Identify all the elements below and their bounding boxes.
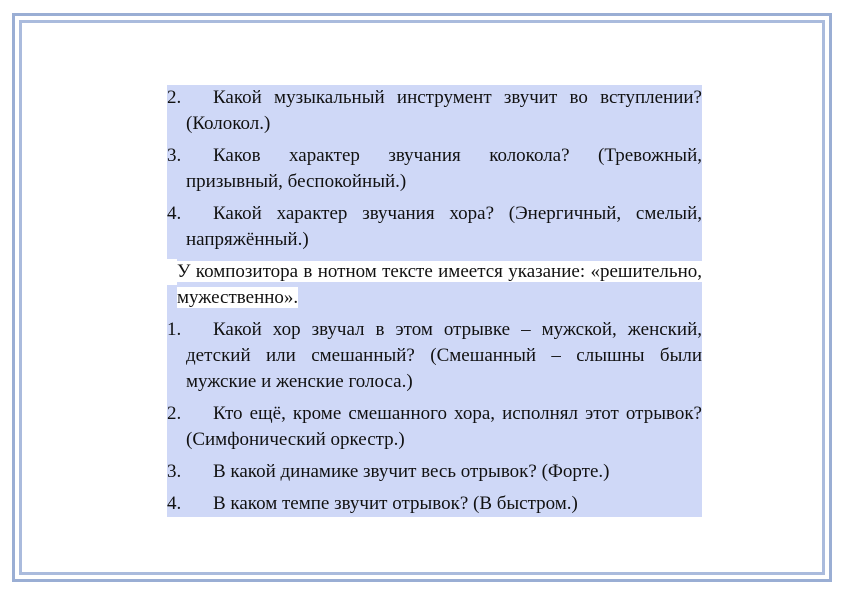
list-item <box>167 459 702 485</box>
list-item <box>167 85 702 137</box>
list-item-number: 2. <box>167 403 182 424</box>
question-list-a <box>167 85 702 253</box>
list-item-text: В какой динамике звучит весь отрывок? (Форте.) <box>213 461 610 482</box>
list-item <box>167 401 702 453</box>
list-item-text: Какой музыкальный инструмент звучит во вступлении? (Колокол.) <box>186 87 702 134</box>
list-item <box>167 143 702 195</box>
paragraph-text: У композитора в нотном тексте имеется указание: «решительно, мужественно». <box>177 261 702 308</box>
list-item <box>167 491 702 517</box>
list-item-text: В каком темпе звучит отрывок? (В быстром.) <box>213 493 578 514</box>
list-item <box>167 317 702 395</box>
list-item <box>167 201 702 253</box>
list-item-number: 1. <box>167 319 182 340</box>
question-list-b <box>167 317 702 517</box>
list-item-number: 4. <box>167 493 182 514</box>
slide-text-block <box>167 85 702 517</box>
list-item-text: Каков характер звучания колокола? (Тревожный, призывный, беспокойный.) <box>186 145 702 192</box>
list-item-number: 2. <box>167 87 182 108</box>
list-item-text: Какой хор звучал в этом отрывке – мужской, женский, детский или смешанный? (Смешанный – слышны были мужские и женские голоса.) <box>186 319 702 392</box>
list-item-number: 3. <box>167 461 182 482</box>
list-item-number: 4. <box>167 203 182 224</box>
list-item-text: Какой характер звучания хора? (Энергичный, смелый, напряжённый.) <box>186 203 702 250</box>
composer-note-paragraph <box>167 259 702 311</box>
list-item-text: Кто ещё, кроме смешанного хора, исполнял этот отрывок? (Симфонический оркестр.) <box>186 403 702 450</box>
list-item-number: 3. <box>167 145 182 166</box>
